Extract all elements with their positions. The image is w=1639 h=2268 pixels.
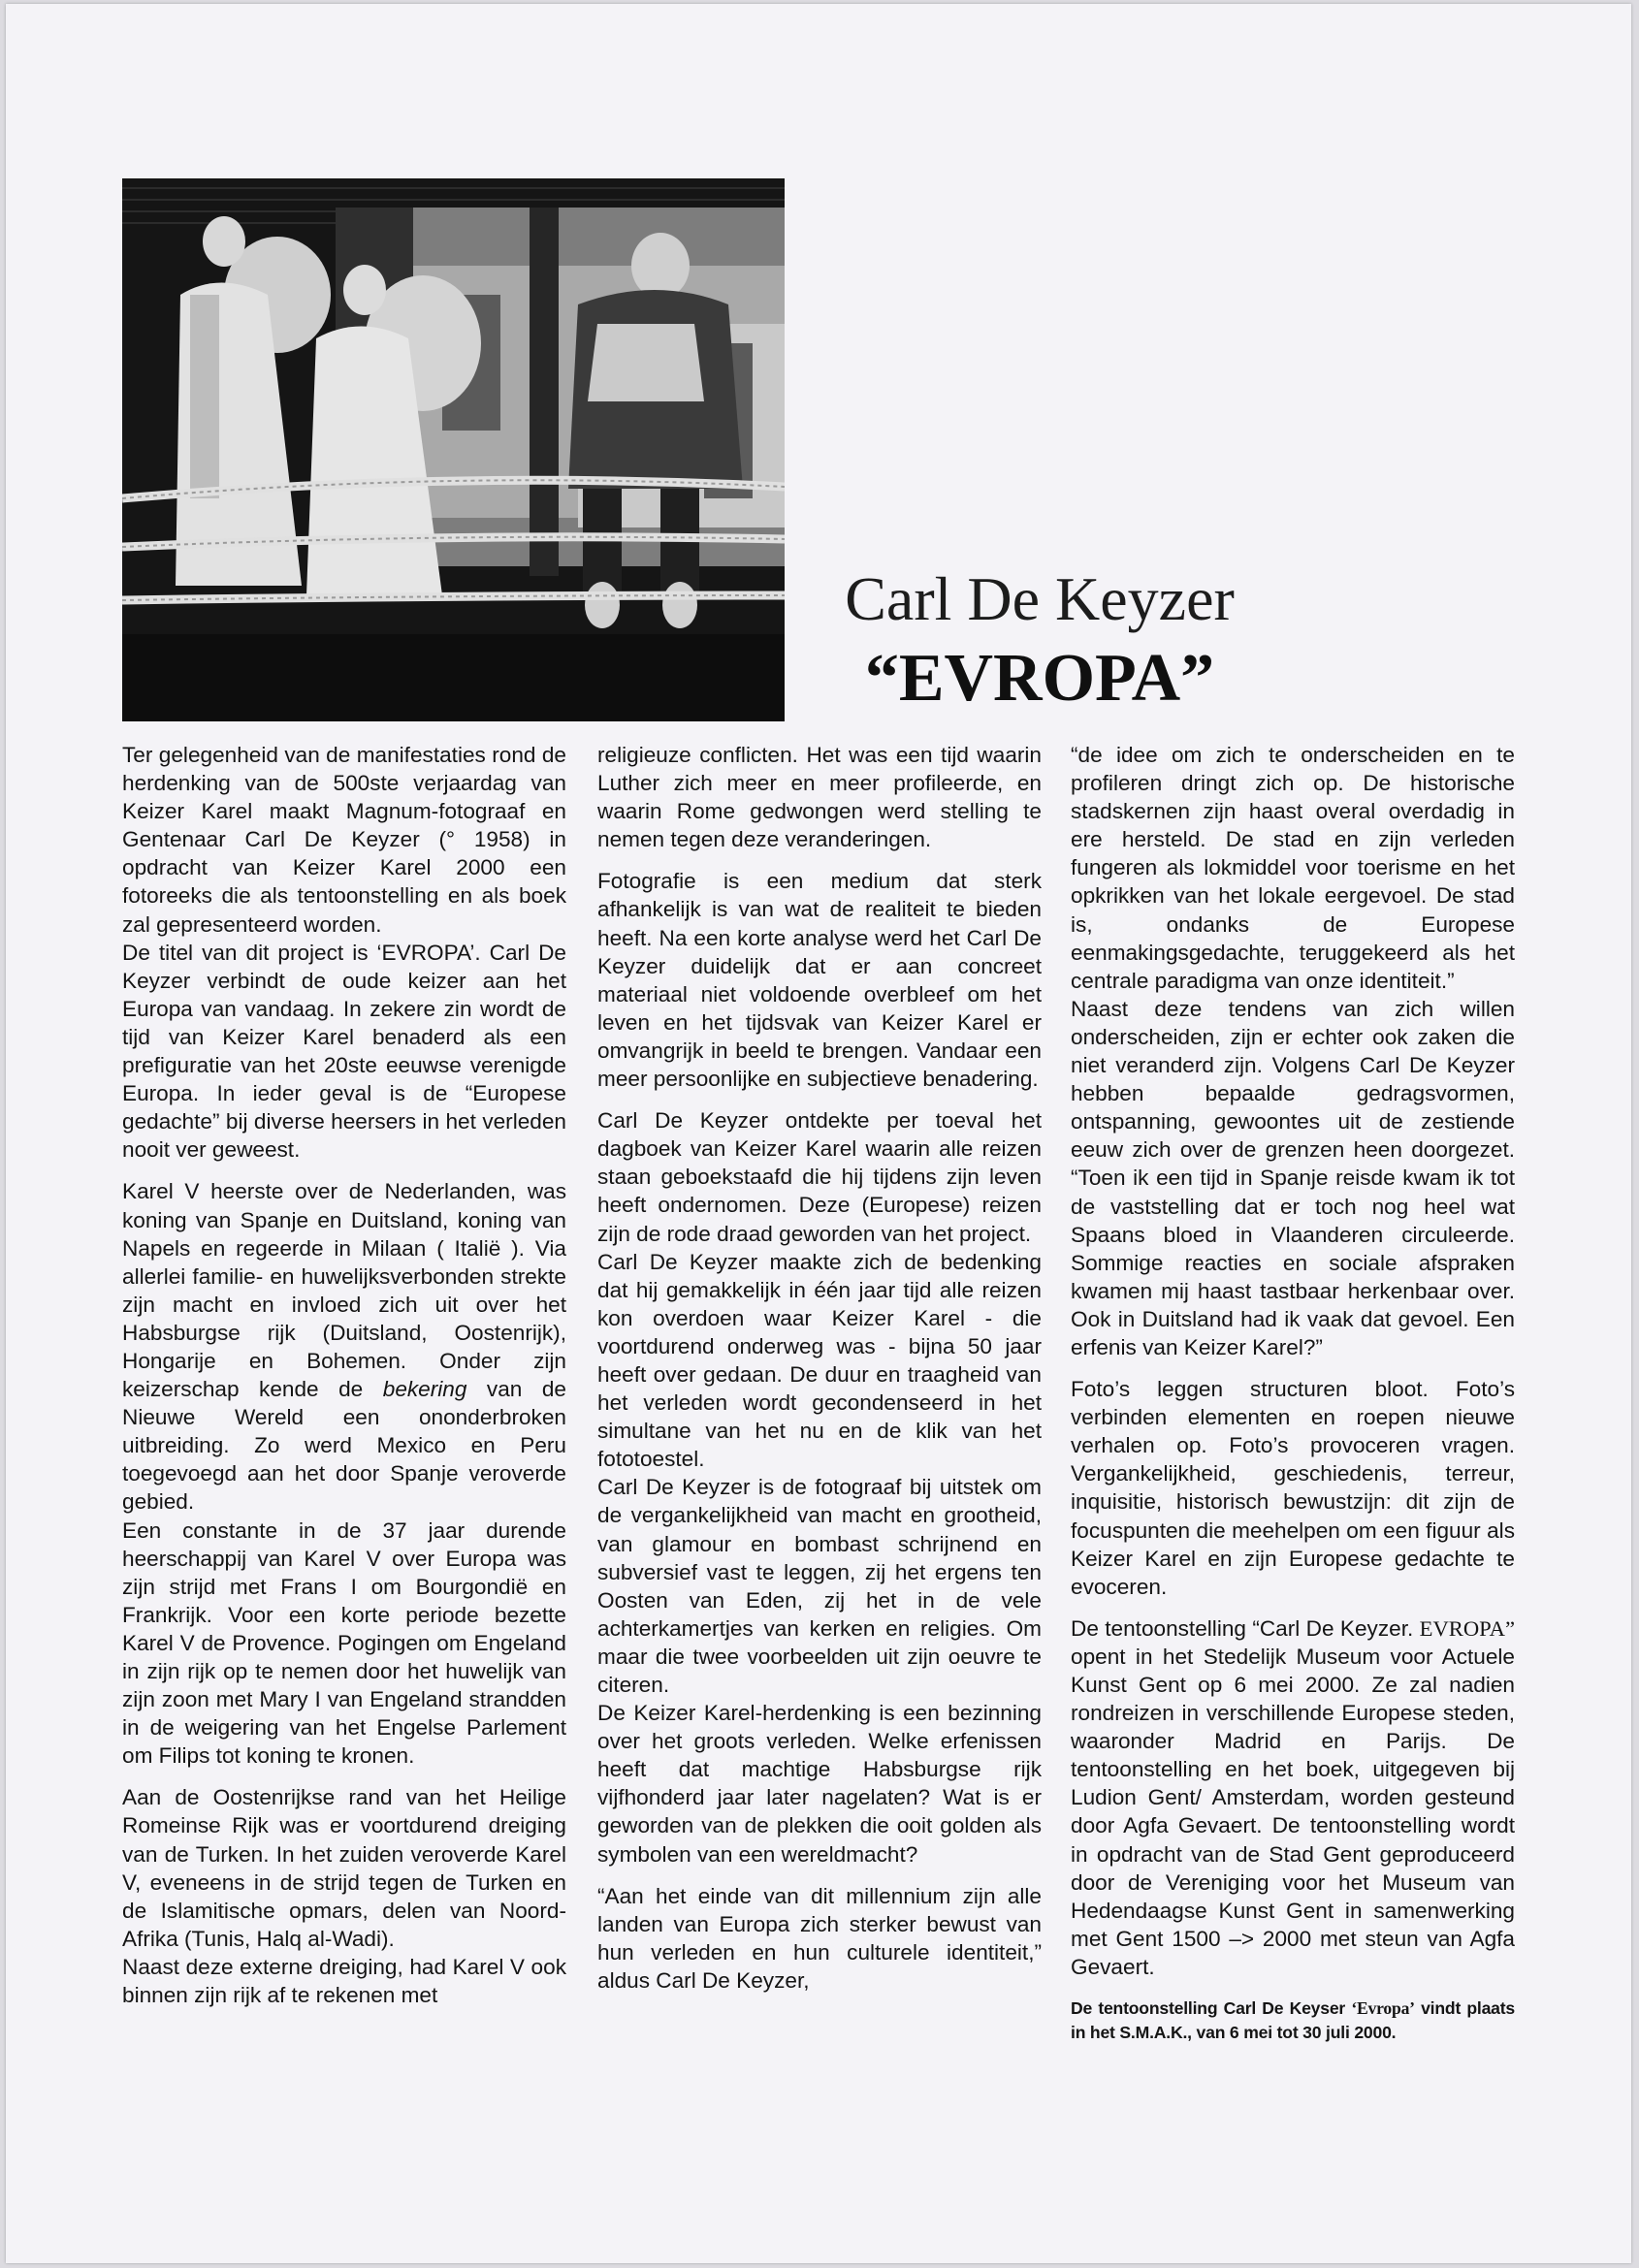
paragraph: De tentoonstelling “Carl De Keyzer. EVROPA” opent in het Stedelijk Museum voor Actuele Kunst Gent op 6 mei 2000. Ze zal nadien rondreizen in verschillende Europese steden, waaronder Madrid en Parijs. De tentoonstelling en het boek, uitgegeven bij Ludion Gent/ Amsterdam, worden gesteund door Agfa Gevaert. De tentoonstelling wordt in opdracht van de Stad Gent geproduceerd door de Vereniging voor het Museum van Hedendaagse Kunst Gent in samenwerking met Gent 1500 –> 2000 met steun van Agfa Gevaert. [1071, 1615, 1515, 1979]
article-title [807, 564, 1272, 718]
paragraph: Aan de Oostenrijkse rand van het Heilige Romeinse Rijk was er voortdurend dreiging van de Turken. In het zuiden veroverde Karel V, eveneens in de strijd tegen de Turken en de Islamitische opmars, delen van Noord-Afrika (Tunis, Halq al-Wadi). [122, 1785, 566, 1951]
exhibition-note: De tentoonstelling Carl De Keyser ‘Evropa’ vindt plaats in het S.M.A.K., van 6 mei tot 30 juli 2000. [1071, 1998, 1515, 2043]
text-column-2 [597, 741, 1042, 1995]
photograph [122, 178, 785, 721]
text-column-1 [122, 741, 566, 2009]
paragraph: Carl De Keyzer maakte zich de bedenking dat hij gemakkelijk in één jaar tijd alle reizen kon overdoen waar Keizer Karel - die voortdurend onderweg was - bijna 50 jaar heeft over gedaan. De duur en traagheid van het verleden wordt gecondenseerd in het simultane van het nu en de klik van het fototoestel. [597, 1249, 1042, 1472]
magazine-page [6, 4, 1631, 2263]
paragraph: Carl De Keyzer ontdekte per toeval het dagboek van Keizer Karel waarin alle reizen staan geboekstaafd die hij tijdens zijn leven heeft ondernomen. Deze (Europese) reizen zijn de rode draad geworden van het project. [597, 1108, 1042, 1246]
paragraph: religieuze conflicten. Het was een tijd waarin Luther zich meer en meer profileerde, en waarin Rome gedwongen werd stelling te nemen tegen deze veranderingen. [597, 743, 1042, 852]
paragraph: De Keizer Karel-herdenking is een bezinning over het groots verleden. Welke erfenissen heeft dat machtige Habsburgse rijk vijfhonderd jaar later nagelaten? Wat is er geworden van de plekken die ooit golden als symbolen van een wereldmacht? [597, 1701, 1042, 1867]
paragraph: Ter gelegenheid van de manifestaties rond de herdenking van de 500ste verjaardag van Keizer Karel maakt Magnum-fotograaf en Gentenaar Carl De Keyzer (° 1958) in opdracht van Keizer Karel 2000 een fotoreeks die als tentoonstelling en als boek zal gepresenteerd worden. [122, 743, 566, 937]
paragraph: “Aan het einde van dit millennium zijn alle landen van Europa zich sterker bewust van hun verleden en hun culturele identiteit,” aldus Carl De Keyzer, [597, 1883, 1042, 1993]
paragraph: Foto’s leggen structuren bloot. Foto’s verbinden elementen en roepen nieuwe verhalen op. Foto’s provoceren vragen. Vergankelijkheid, geschiedenis, terreur, inquisitie, historisch bewustzijn: dit zijn de focuspunten die meehelpen om een figuur als Keizer Karel en zijn Europese gedachte te evoceren. [1071, 1377, 1515, 1599]
paragraph: Karel V heerste over de Nederlanden, was koning van Spanje en Duitsland, koning van Napels en regeerde in Milaan ( Italië ). Via allerlei familie- en huwelijksverbonden strekte zijn macht en invloed zich uit over het Habsburgse rijk (Duitsland, Oostenrijk), Hongarije en Bohemen. Onder zijn keizerschap kende de bekering van de Nieuwe Wereld een ononderbroken uitbreiding. Zo werd Mexico en Peru toegevoegd aan het door Spanje veroverde gebied. [122, 1179, 566, 1515]
photographer-name: Carl De Keyzer [845, 564, 1235, 633]
paragraph: Een constante in de 37 jaar durende heerschappij van Karel V over Europa was zijn strijd met Frans I om Bourgondië en Frankrijk. Voor een korte periode bezette Karel V de Provence. Pogingen om Engeland in zijn rijk op te nemen door het huwelijk van zijn zoon met Mary I van Engeland strandden in de weigering van het Engelse Parlement om Filips tot koning te kronen. [122, 1517, 566, 1769]
text-column-3 [1071, 741, 1515, 2045]
photo-image [122, 178, 785, 721]
paragraph: Naast deze tendens van zich willen onderscheiden, zijn er echter ook zaken die niet veranderd zijn. Volgens Carl De Keyzer hebben bepaalde gedragsvormen, ontspanning, gewoontes uit de zestiende eeuw zich over de grenzen heen doorgezet. “Toen ik een tijd in Spanje reisde kwam ik tot de vaststelling dat er toch nog heel wat Spaans bloed in Vlaanderen circuleerde. Sommige reacties en sociale afspraken kwamen mij haast tastbaar herkenbaar over. Ook in Duitsland had ik vaak dat gevoel. Een erfenis van Keizer Karel?” [1071, 996, 1515, 1359]
paragraph: Fotografie is een medium dat sterk afhankelijk is van wat de realiteit te bieden heeft. Na een korte analyse werd het Carl De Keyzer duidelijk dat er aan concreet materiaal niet voldoende overbleef om het leven en het tijdsvak van Keizer Karel er omvangrijk in beeld te brengen. Vandaar een meer persoonlijke en subjectieve benadering. [597, 869, 1042, 1092]
paragraph: Naast deze externe dreiging, had Karel V ook binnen zijn rijk af te rekenen met [122, 1954, 566, 2008]
paragraph: De titel van dit project is ‘EVROPA’. Carl De Keyzer verbindt de oude keizer aan het Europa van vandaag. In zekere zin wordt de tijd van Keizer Karel benaderd als een prefiguratie van het 20ste eeuwse verenigde Europa. In ieder geval is de “Europese gedachte” bij diverse heersers in het verleden nooit ver geweest. [122, 940, 566, 1163]
paragraph: Carl De Keyzer is de fotograaf bij uitstek om de vergankelijkheid van macht en grootheid, van glamour en bombast schrijnend en subversief vast te leggen, zij het ergens ten Oosten van Eden, zij het in de vele achterkamertjes van kerken en religies. Om maar die twee voorbeelden uit zijn oeuvre te citeren. [597, 1475, 1042, 1697]
project-title: “EVROPA” [864, 641, 1215, 716]
paragraph: “de idee om zich te onderscheiden en te profileren dringt zich op. De historische stadskernen zijn haast overal overdadig in ere hersteld. De stad en zijn verleden fungeren als lokmiddel voor toerisme en het opkrikken van het lokale eergevoel. De stad is, ondanks de Europese eenmakingsgedachte, teruggekeerd als het centrale paradigma van onze identiteit.” [1071, 743, 1515, 993]
